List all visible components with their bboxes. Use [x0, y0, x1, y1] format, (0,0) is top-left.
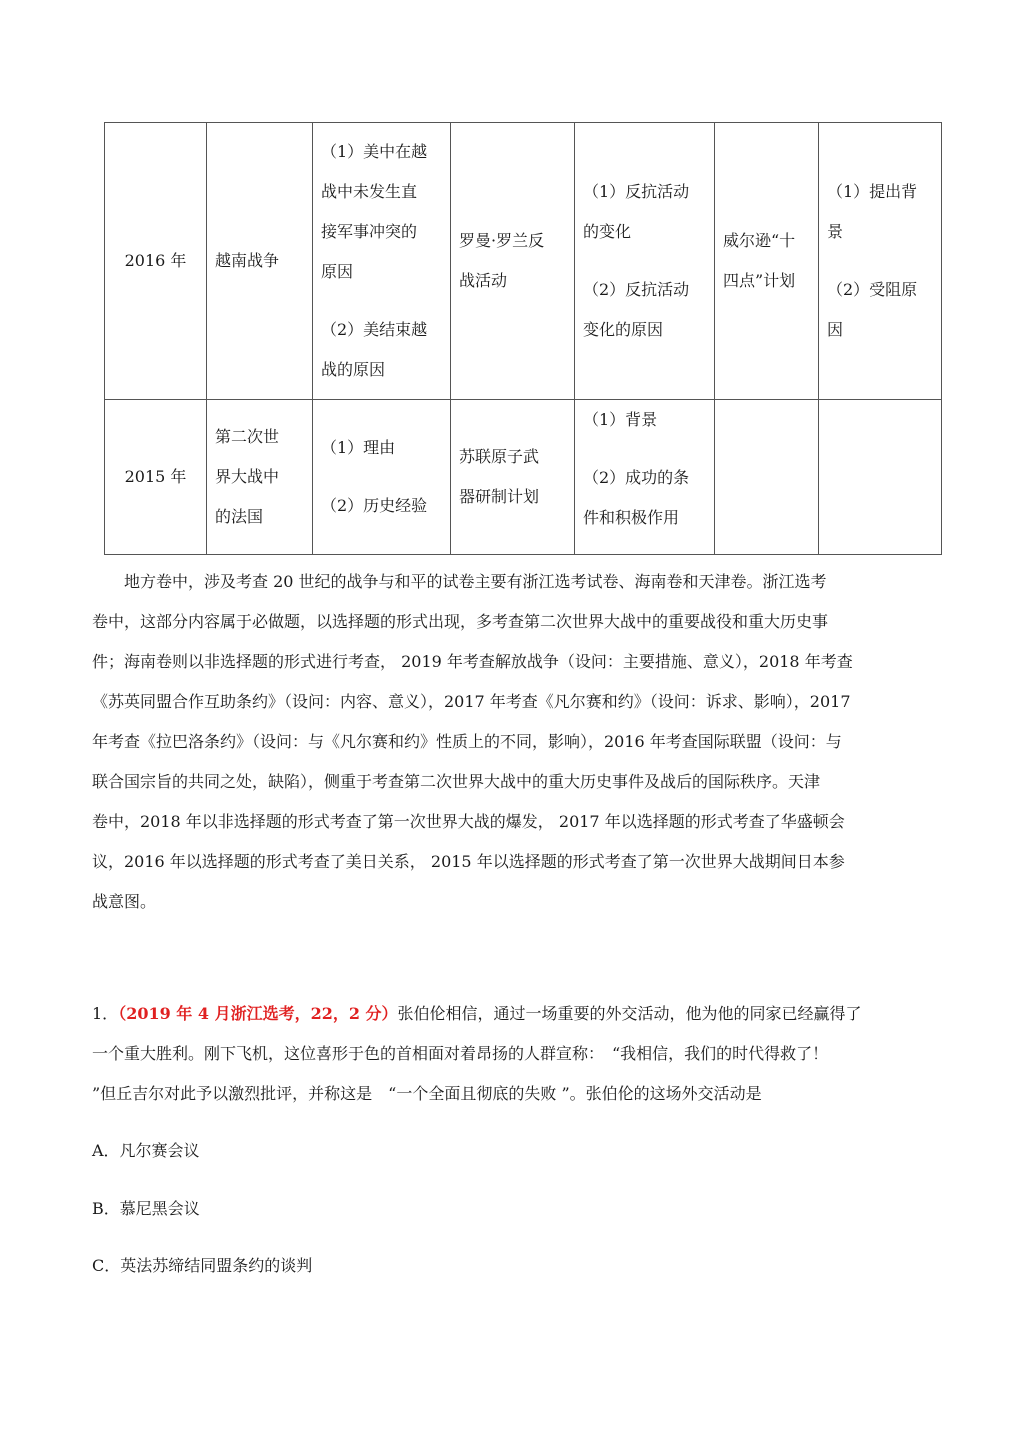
option-c[interactable]: C．英法苏缔结同盟条约的谈判 [92, 1256, 313, 1275]
analysis-paragraph: 地方卷中，涉及考查 20 世纪的战争与和平的试卷主要有浙江选考试卷、海南卷和天津卷。浙江选考 卷中，这部分内容属于必做题，以选择题的形式出现，多考查第二次世界大战中的重要战役和重大历史事 件；海南卷则以非选择题的形式进行考查， 2019 年考查解放战争（设问：主要措施、意义），2018 年考查 《苏英同盟合作互助条约》（设问：内容、意义），2017 年考查《凡尔赛和约》（设问：诉求、影响），2017 年考查《拉巴洛条约》（设问：与《凡尔赛和约》性质上的不同，影响），2016 年考查国际联盟（设问：与 联合国宗旨的共同之处，缺陷），侧重于考查第二次世界大战中的重大历史事件及战后的国际秩序。天津 卷中，2018 年以非选择题的形式考查了第一次世界大战的爆发， 2017 年以选择题的形式考查了华盛顿会 议，2016 年以选择题的形式考查了美日关系， 2015 年以选择题的形式考查了第一次世界大战期间日本参 战意图。 [92, 572, 853, 911]
topic-cell: 越南战争 [207, 123, 313, 400]
question-source: （2019 年 4 月浙江选考，22，2 分） [118, 1004, 398, 1023]
question-number: 1． [92, 1004, 119, 1023]
topic-cell: 罗曼·罗兰反 战活动 [451, 123, 575, 400]
year-cell: 2015 年 [105, 400, 207, 555]
question-cell: （1）背景 （2）成功的条 件和积极作用 [575, 400, 715, 555]
question-cell: （1）提出背 景 （2）受阻原 因 [819, 123, 942, 400]
question-cell: （1）美中在越 战中未发生直 接军事冲突的 原因 （2）美结束越 战的原因 [313, 123, 451, 400]
question-text: 张伯伦相信，通过一场重要的外交活动，他为他的同家已经赢得了 [397, 1004, 862, 1023]
topic-cell: 威尔逊“十 四点”计划 [715, 123, 819, 400]
question-cell: （1）理由 （2）历史经验 [313, 400, 451, 555]
table-row-2015 [105, 400, 942, 555]
option-b[interactable]: B．慕尼黑会议 [92, 1199, 200, 1218]
empty-cell [819, 400, 942, 555]
topic-cell: 第二次世 界大战中 的法国 [207, 400, 313, 555]
question-text: 一个重大胜利。刚下飞机，这位喜形于色的首相面对着昂扬的人群宣称： “我相信，我们的时代得救了！ [92, 1044, 829, 1063]
question-text: ”但丘吉尔对此予以激烈批评，并称这是 “一个全面且彻底的失败 ”。张伯伦的这场外交活动是 [92, 1084, 762, 1103]
question-stem [92, 994, 928, 1114]
empty-cell [715, 400, 819, 555]
topic-cell: 苏联原子武 器研制计划 [451, 400, 575, 555]
table-row-2016 [105, 123, 942, 400]
year-cell: 2016 年 [105, 123, 207, 400]
option-a[interactable]: A．凡尔赛会议 [92, 1141, 200, 1160]
exam-topic-table [104, 122, 942, 555]
question-cell: （1）反抗活动 的变化 （2）反抗活动 变化的原因 [575, 123, 715, 400]
